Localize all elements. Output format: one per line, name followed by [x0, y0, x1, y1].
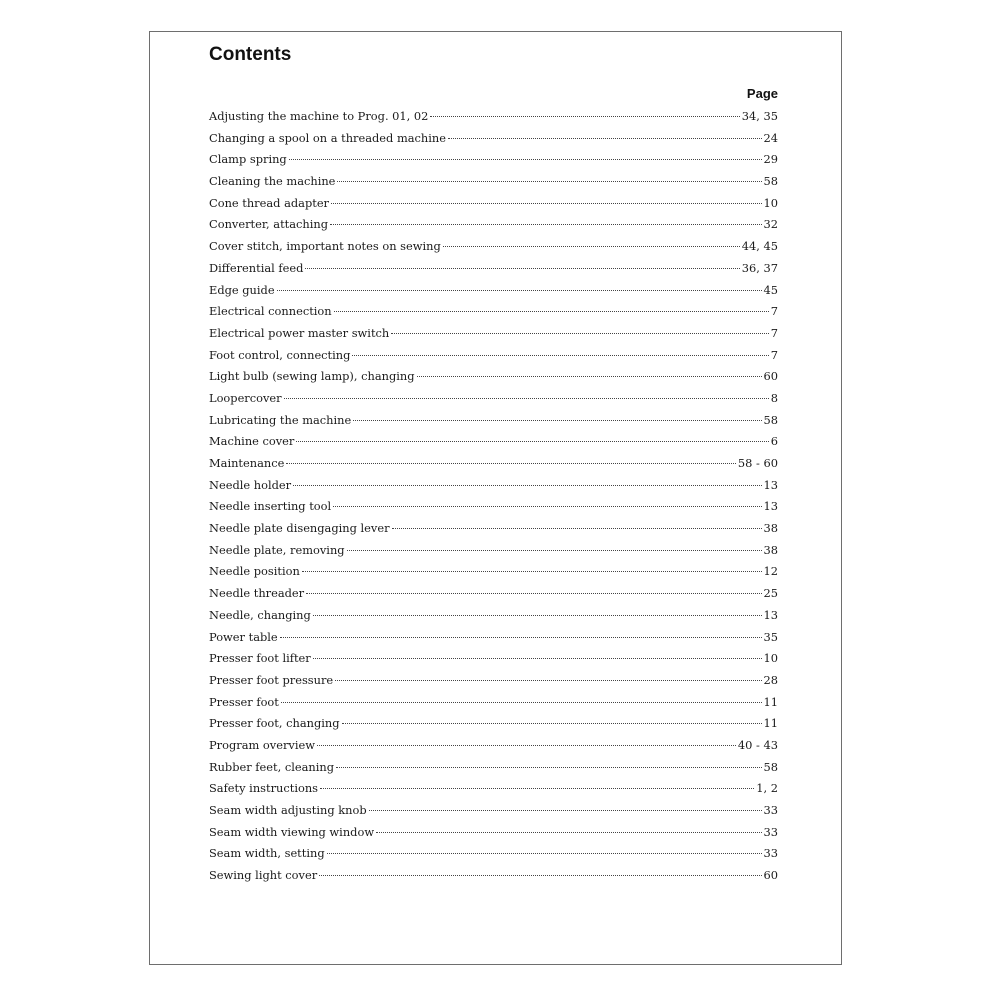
dot-leader	[330, 224, 761, 225]
dot-leader	[335, 680, 761, 681]
dot-leader	[327, 853, 762, 854]
toc-entry	[209, 391, 778, 413]
toc-entry	[209, 196, 778, 218]
dot-leader	[281, 702, 762, 703]
toc-entry-label: Power table	[209, 629, 278, 644]
toc-entry-page: 7	[770, 304, 778, 319]
dot-leader	[369, 810, 762, 811]
toc-entry-page: 44, 45	[741, 239, 778, 254]
toc-entry-page: 11	[763, 716, 778, 731]
toc-entry-page: 33	[763, 846, 778, 861]
toc-entry	[209, 781, 778, 803]
toc-entry	[209, 174, 778, 196]
toc-entry-page: 7	[770, 325, 778, 340]
toc-entry-label: Presser foot, changing	[209, 716, 340, 731]
toc-entry-label: Differential feed	[209, 260, 304, 275]
toc-entry-label: Needle plate disengaging lever	[209, 521, 390, 536]
toc-entry	[209, 369, 778, 391]
toc-entry-label: Light bulb (sewing lamp), changing	[209, 369, 415, 384]
toc-entry	[209, 283, 778, 305]
toc-entry-label: Cone thread adapter	[209, 195, 330, 210]
toc-entry-label: Seam width adjusting knob	[209, 803, 367, 817]
dot-leader	[286, 463, 736, 464]
dot-leader	[334, 311, 769, 312]
toc-entry-label: Program overview	[209, 737, 315, 752]
toc-entry	[209, 630, 778, 652]
toc-entry-label: Presser foot lifter	[209, 651, 311, 666]
toc-entry-page: 10	[763, 195, 778, 210]
dot-leader	[277, 290, 762, 291]
page-column-header: Page	[746, 86, 778, 101]
toc-entry	[209, 326, 778, 348]
dot-leader	[342, 723, 762, 724]
toc-entry	[209, 348, 778, 370]
toc-entry	[209, 760, 778, 782]
dot-leader	[313, 658, 762, 659]
toc-entry-label: Needle position	[209, 564, 300, 579]
toc-entry	[209, 695, 778, 717]
toc-entry	[209, 564, 778, 586]
dot-leader	[376, 832, 761, 833]
toc-entry	[209, 131, 778, 153]
dot-leader	[336, 767, 762, 768]
toc-entry-page: 34, 35	[741, 109, 778, 123]
toc-entry	[209, 217, 778, 239]
toc-entry	[209, 673, 778, 695]
toc-entry-page: 58	[763, 174, 778, 189]
toc-entry-label: Electrical power master switch	[209, 325, 390, 340]
toc-entry	[209, 109, 778, 131]
toc-entry-page: 1, 2	[756, 781, 778, 796]
dot-leader	[302, 571, 762, 572]
toc-entry-page: 29	[763, 152, 778, 167]
toc-entry-page: 24	[763, 130, 778, 145]
toc-entry-page: 10	[763, 651, 778, 666]
toc-entry-page: 38	[763, 542, 778, 557]
table-of-contents	[209, 109, 778, 890]
toc-entry-label: Electrical connection	[209, 304, 332, 319]
dot-leader	[347, 550, 762, 551]
toc-entry-page: 33	[763, 824, 778, 839]
toc-entry	[209, 413, 778, 435]
dot-leader	[320, 788, 754, 789]
toc-entry	[209, 846, 778, 868]
toc-entry-label: Cover stitch, important notes on sewing	[209, 239, 441, 254]
toc-entry	[209, 825, 778, 847]
toc-entry-page: 12	[763, 564, 778, 579]
dot-leader	[284, 398, 769, 399]
toc-entry	[209, 304, 778, 326]
dot-leader	[333, 506, 761, 507]
toc-entry	[209, 261, 778, 283]
toc-entry-label: Clamp spring	[209, 152, 287, 167]
toc-entry-label: Sewing light cover	[209, 868, 318, 883]
dot-leader	[331, 203, 761, 204]
dot-leader	[289, 159, 762, 160]
dot-leader	[319, 875, 761, 876]
toc-entry-label: Rubber feet, cleaning	[209, 759, 334, 774]
toc-entry	[209, 738, 778, 760]
dot-leader	[430, 116, 739, 117]
toc-entry	[209, 521, 778, 543]
toc-entry	[209, 716, 778, 738]
dot-leader	[306, 593, 761, 594]
toc-entry-page: 6	[770, 434, 778, 449]
toc-entry-page: 38	[763, 521, 778, 536]
toc-entry-label: Foot control, connecting	[209, 347, 351, 362]
toc-entry-label: Machine cover	[209, 434, 295, 449]
dot-leader	[392, 528, 762, 529]
dot-leader	[352, 355, 768, 356]
toc-entry-label: Adjusting the machine to Prog. 01, 02	[209, 109, 429, 123]
dot-leader	[391, 333, 769, 334]
toc-entry-page: 13	[763, 607, 778, 622]
toc-entry-label: Seam width, setting	[209, 846, 325, 861]
toc-entry-label: Maintenance	[209, 456, 285, 470]
toc-entry-page: 60	[763, 868, 778, 883]
dot-leader	[313, 615, 762, 616]
toc-entry	[209, 239, 778, 261]
toc-entry-label: Presser foot pressure	[209, 672, 334, 687]
toc-entry-label: Needle threader	[209, 586, 305, 601]
toc-entry-label: Needle plate, removing	[209, 542, 345, 557]
toc-entry	[209, 478, 778, 500]
toc-entry-page: 28	[763, 672, 778, 687]
toc-entry-label: Loopercover	[209, 390, 282, 405]
dot-leader	[296, 441, 768, 442]
toc-entry-label: Seam width viewing window	[209, 824, 375, 839]
toc-entry-page: 58 - 60	[737, 456, 778, 470]
toc-entry-page: 36, 37	[741, 260, 778, 275]
dot-leader	[417, 376, 762, 377]
toc-entry-label: Needle holder	[209, 477, 292, 492]
toc-entry-label: Needle inserting tool	[209, 499, 332, 514]
toc-entry-label: Lubricating the machine	[209, 412, 352, 427]
dot-leader	[280, 637, 762, 638]
toc-entry	[209, 543, 778, 565]
contents-title: Contents	[209, 44, 292, 65]
toc-entry-page: 8	[770, 390, 778, 405]
toc-entry	[209, 803, 778, 825]
dot-leader	[448, 138, 762, 139]
toc-entry-page: 58	[763, 412, 778, 427]
toc-entry-page: 45	[763, 282, 778, 297]
toc-entry-label: Edge guide	[209, 282, 275, 297]
toc-entry	[209, 651, 778, 673]
toc-entry-label: Changing a spool on a threaded machine	[209, 130, 446, 145]
dot-leader	[317, 745, 736, 746]
toc-entry-page: 25	[763, 586, 778, 601]
toc-entry-label: Cleaning the machine	[209, 174, 336, 189]
toc-entry	[209, 152, 778, 174]
toc-entry-page: 60	[763, 369, 778, 384]
toc-entry-page: 13	[763, 499, 778, 514]
toc-entry	[209, 608, 778, 630]
dot-leader	[353, 420, 761, 421]
toc-entry-page: 58	[763, 759, 778, 774]
toc-entry-label: Safety instructions	[209, 781, 319, 796]
dot-leader	[443, 246, 740, 247]
toc-entry	[209, 868, 778, 890]
toc-entry	[209, 456, 778, 478]
toc-entry-page: 11	[763, 694, 778, 709]
toc-entry-label: Converter, attaching	[209, 217, 329, 232]
dot-leader	[293, 485, 761, 486]
toc-entry-label: Needle, changing	[209, 607, 311, 622]
dot-leader	[337, 181, 761, 182]
toc-entry	[209, 586, 778, 608]
dot-leader	[305, 268, 739, 269]
toc-entry-label: Presser foot	[209, 694, 279, 709]
toc-entry-page: 40 - 43	[737, 737, 778, 752]
toc-entry-page: 7	[770, 347, 778, 362]
toc-entry-page: 35	[763, 629, 778, 644]
toc-entry-page: 33	[763, 803, 778, 817]
toc-entry-page: 13	[763, 477, 778, 492]
toc-entry	[209, 499, 778, 521]
toc-entry-page: 32	[763, 217, 778, 232]
toc-entry	[209, 434, 778, 456]
